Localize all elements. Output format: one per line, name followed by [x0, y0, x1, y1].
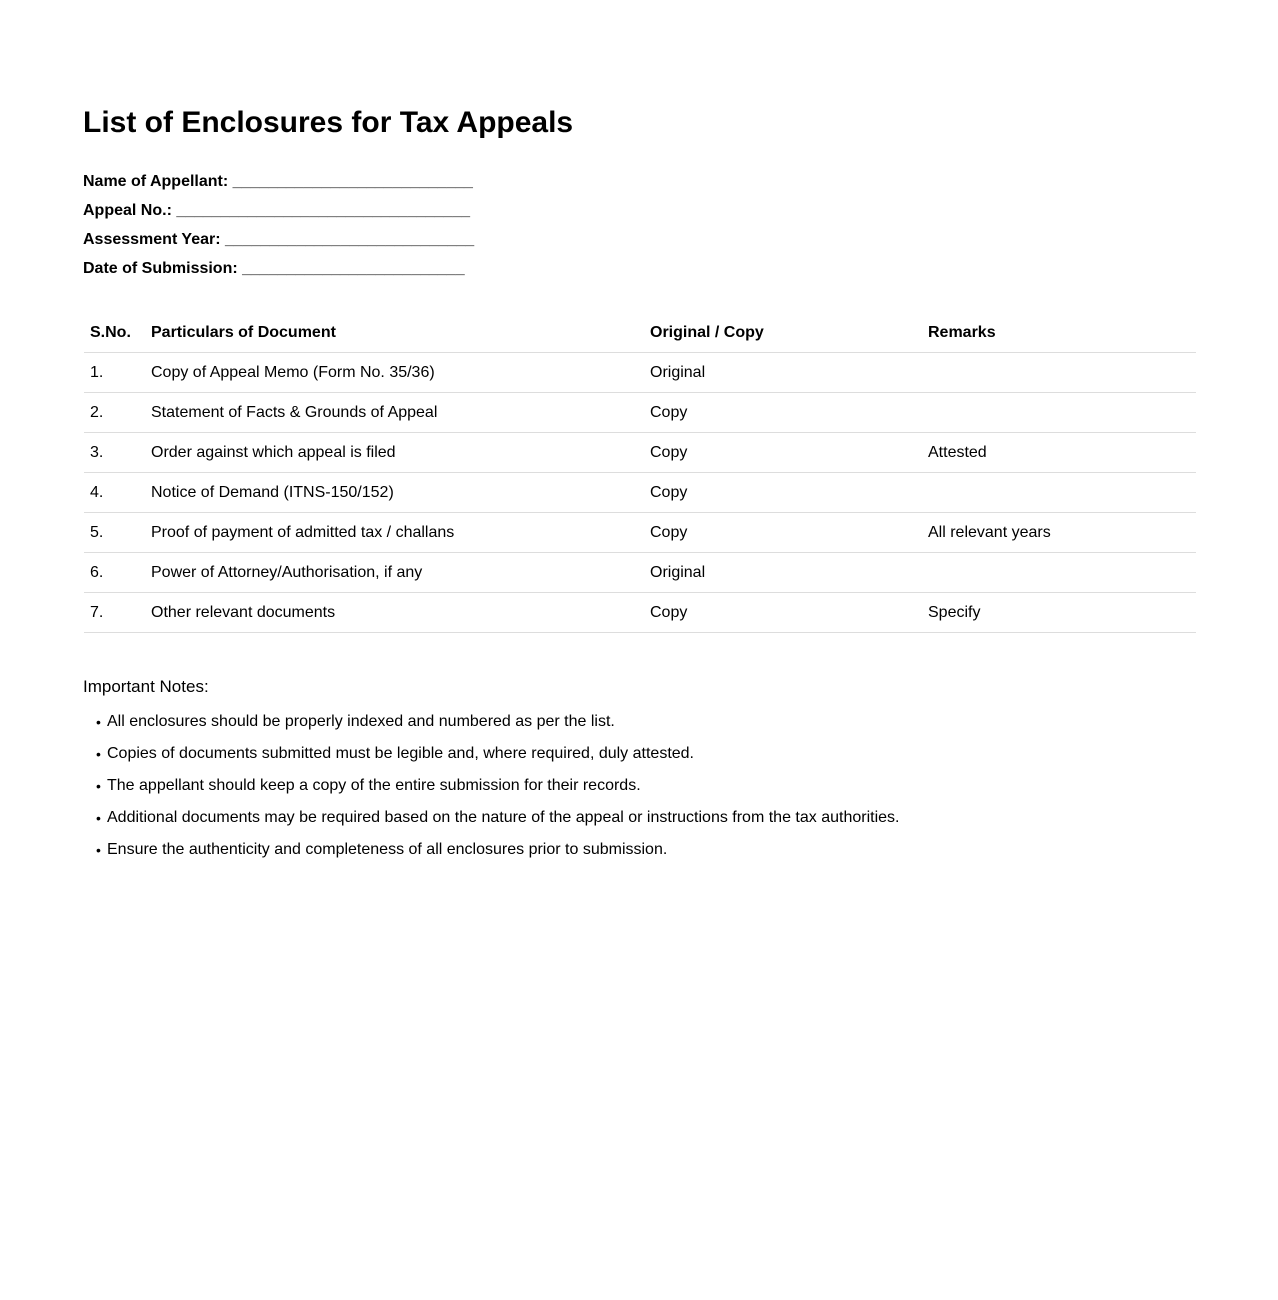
cell-remarks [928, 473, 1196, 513]
cell-remarks: Attested [928, 433, 1196, 473]
cell-particulars: Other relevant documents [151, 593, 650, 633]
cell-sno: 7. [84, 593, 151, 633]
note-text: Ensure the authenticity and completeness of all enclosures prior to submission. [107, 841, 668, 858]
note-text: All enclosures should be properly indexed and numbered as per the list. [107, 713, 615, 730]
list-item [83, 802, 1196, 834]
cell-original-copy: Copy [650, 513, 928, 553]
cell-sno: 3. [84, 433, 151, 473]
cell-sno: 4. [84, 473, 151, 513]
page-title: List of Enclosures for Tax Appeals [83, 106, 574, 139]
column-header-particulars: Particulars of Document [151, 313, 650, 353]
enclosures-table [84, 313, 1196, 633]
cell-original-copy: Copy [650, 593, 928, 633]
note-text: The appellant should keep a copy of the entire submission for their records. [107, 777, 641, 794]
cell-original-copy: Copy [650, 393, 928, 433]
table-row [84, 473, 1196, 513]
note-text: Additional documents may be required based on the nature of the appeal or instructions from the tax authorities. [107, 809, 900, 826]
field-name-of-appellant [83, 167, 1196, 196]
table-row [84, 553, 1196, 593]
notes-heading: Important Notes: [83, 677, 209, 696]
list-item [83, 706, 1196, 738]
field-label: Name of Appellant: [83, 173, 233, 190]
note-text: Copies of documents submitted must be legible and, where required, duly attested. [107, 745, 694, 762]
field-label: Appeal No.: [83, 202, 177, 219]
cell-remarks [928, 553, 1196, 593]
field-label: Assessment Year: [83, 231, 226, 248]
cell-particulars: Notice of Demand (ITNS-150/152) [151, 473, 650, 513]
table-header-row [84, 313, 1196, 353]
bullet-icon: • [96, 842, 101, 858]
cell-remarks [928, 353, 1196, 393]
list-item [83, 770, 1196, 802]
list-item [83, 738, 1196, 770]
field-blank-line: ___________________________ [232, 173, 473, 190]
column-header-sno: S.No. [84, 313, 151, 353]
table-row [84, 393, 1196, 433]
cell-sno: 5. [84, 513, 151, 553]
cell-particulars: Copy of Appeal Memo (Form No. 35/36) [151, 353, 650, 393]
cell-particulars: Power of Attorney/Authorisation, if any [151, 553, 650, 593]
table-row [84, 353, 1196, 393]
cell-sno: 2. [84, 393, 151, 433]
notes-list [83, 706, 1196, 866]
cell-remarks: Specify [928, 593, 1196, 633]
cell-original-copy: Copy [650, 473, 928, 513]
appellant-form-fields [83, 167, 1196, 283]
bullet-icon: • [96, 746, 101, 762]
field-label: Date of Submission: [83, 260, 243, 277]
cell-particulars: Proof of payment of admitted tax / challans [151, 513, 650, 553]
cell-remarks [928, 393, 1196, 433]
bullet-icon: • [96, 778, 101, 794]
field-appeal-no [83, 196, 1196, 225]
bullet-icon: • [96, 810, 101, 826]
cell-sno: 1. [84, 353, 151, 393]
cell-remarks: All relevant years [928, 513, 1196, 553]
column-header-remarks: Remarks [928, 313, 1196, 353]
field-date-of-submission [83, 254, 1196, 283]
list-item [83, 834, 1196, 866]
cell-particulars: Order against which appeal is filed [151, 433, 650, 473]
field-assessment-year [83, 225, 1196, 254]
field-blank-line: _________________________ [242, 260, 465, 277]
table-row [84, 433, 1196, 473]
cell-original-copy: Original [650, 553, 928, 593]
cell-particulars: Statement of Facts & Grounds of Appeal [151, 393, 650, 433]
field-blank-line: _________________________________ [176, 202, 470, 219]
table-row [84, 593, 1196, 633]
cell-sno: 6. [84, 553, 151, 593]
column-header-original-copy: Original / Copy [650, 313, 928, 353]
bullet-icon: • [96, 714, 101, 730]
table-row [84, 513, 1196, 553]
field-blank-line: ____________________________ [225, 231, 475, 248]
cell-original-copy: Original [650, 353, 928, 393]
cell-original-copy: Copy [650, 433, 928, 473]
